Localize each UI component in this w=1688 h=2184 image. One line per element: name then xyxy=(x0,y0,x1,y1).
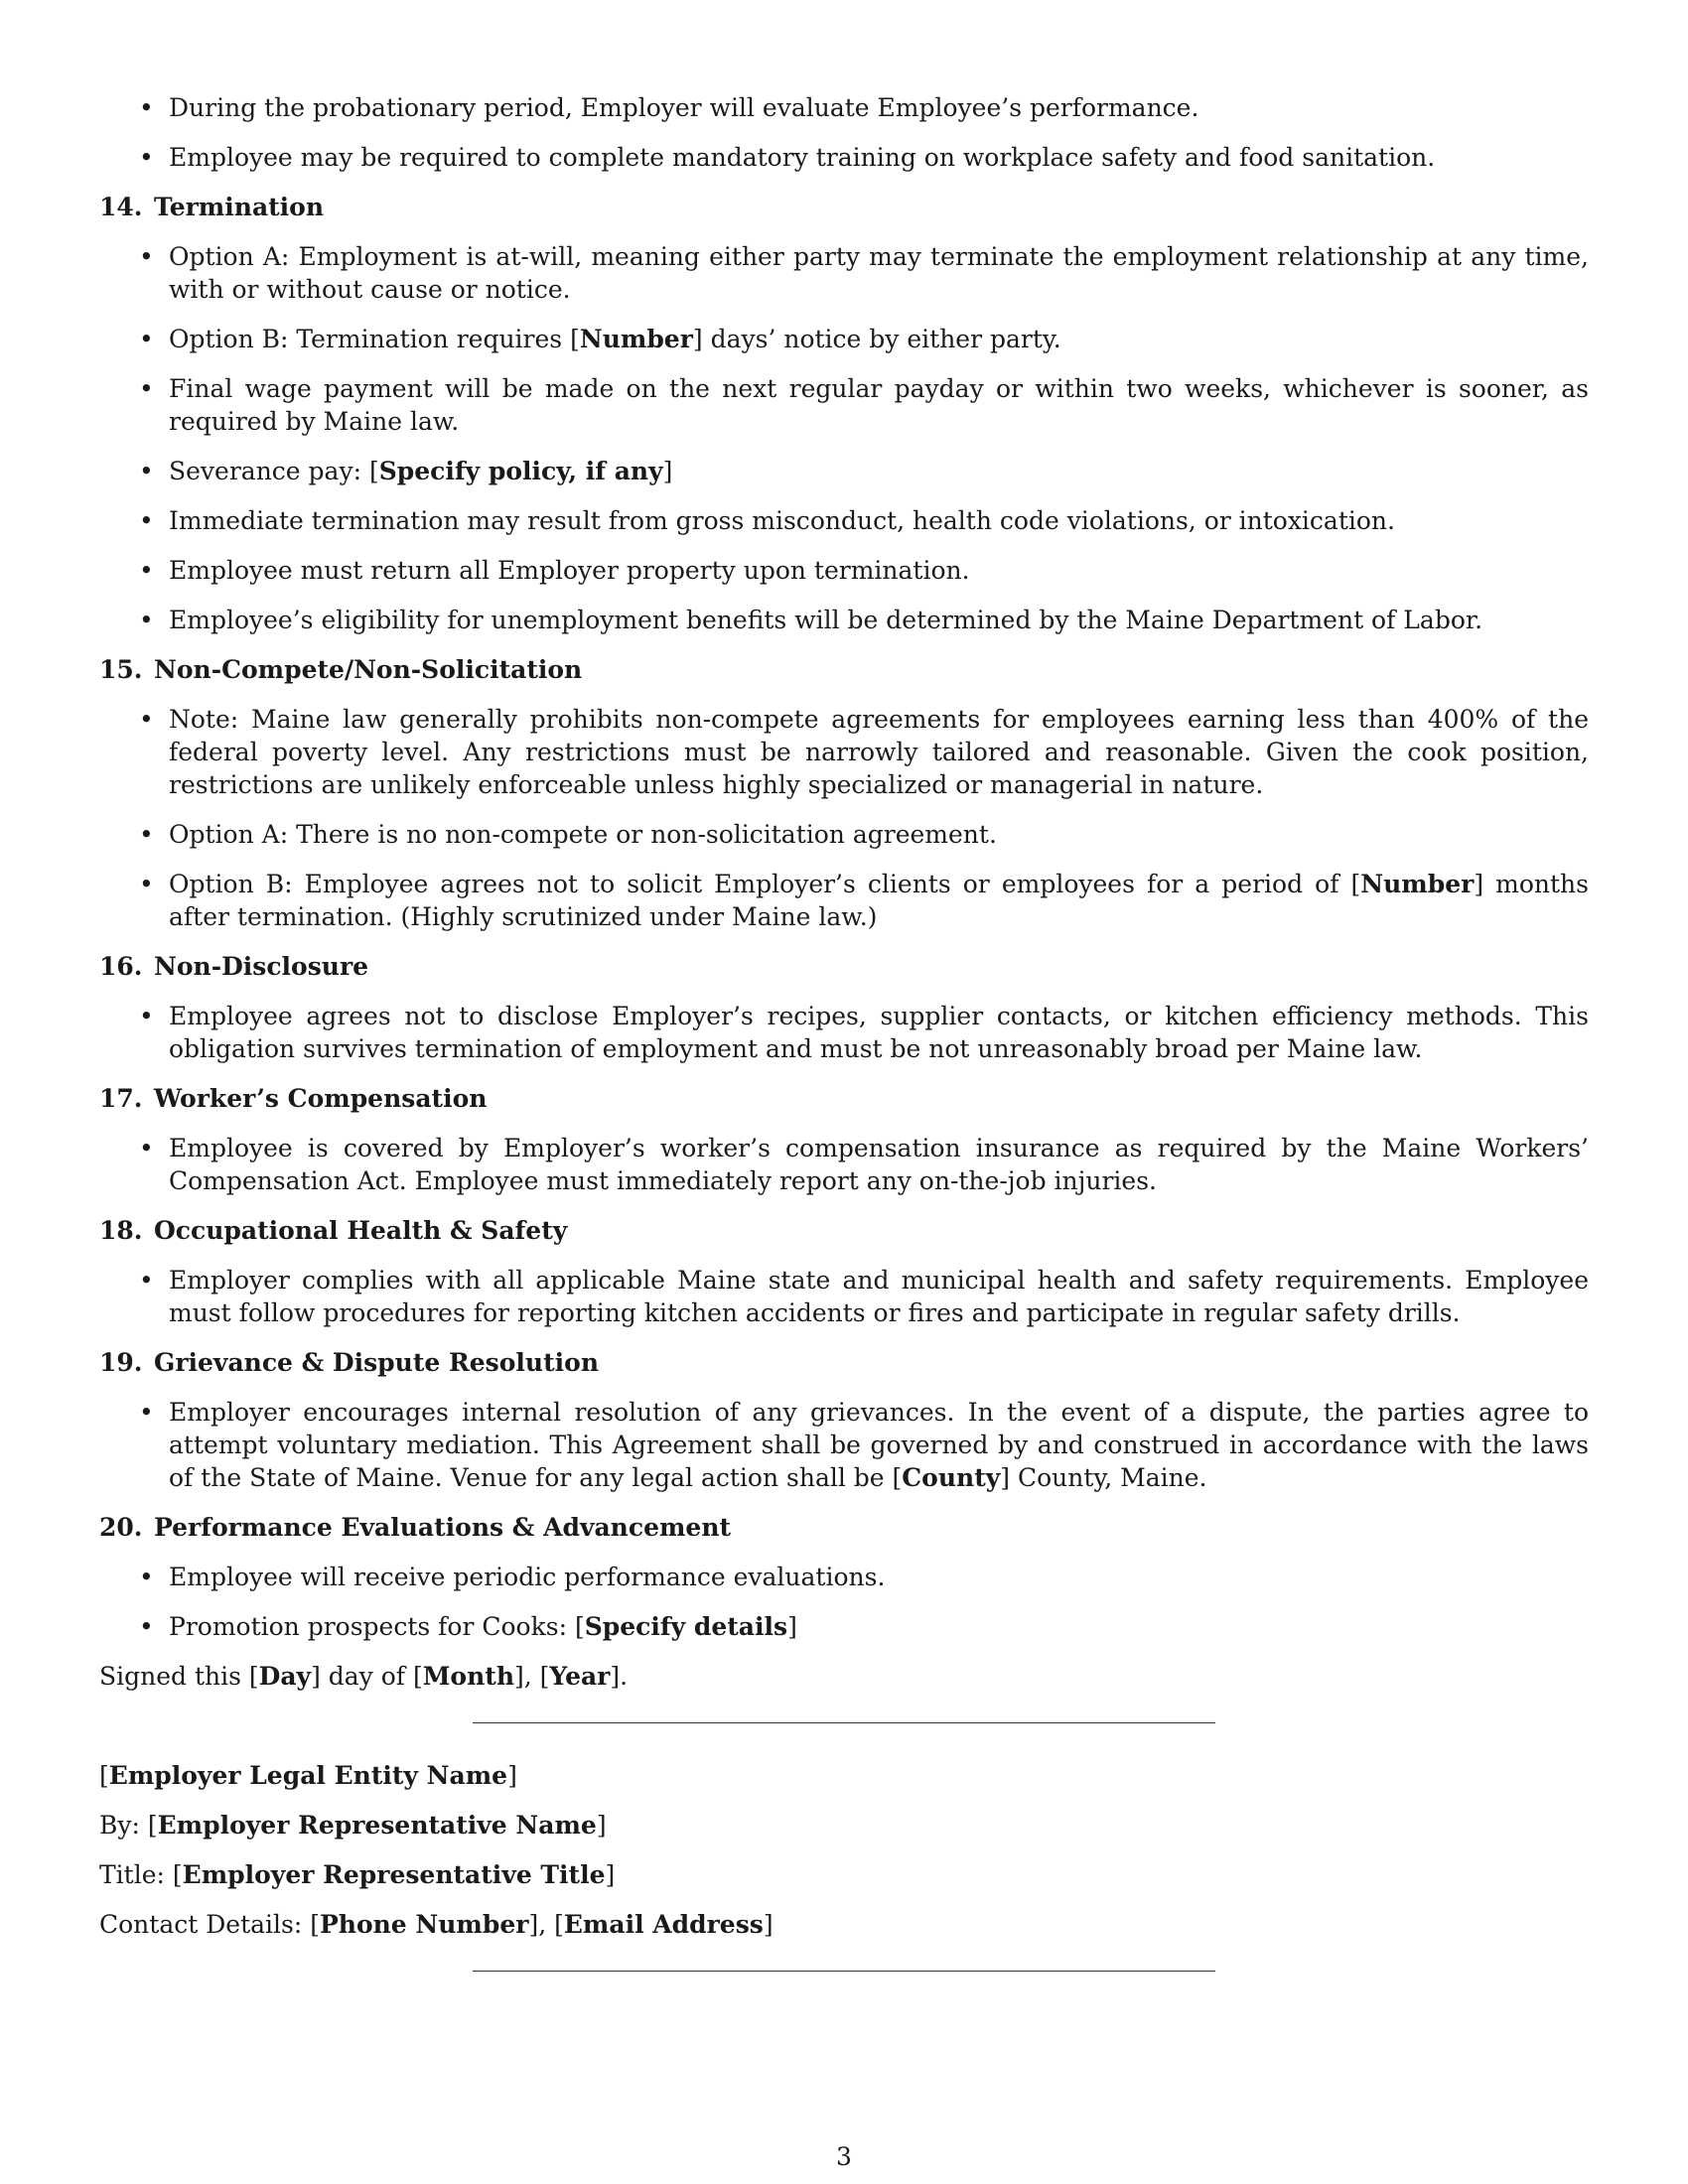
text-run: Promotion prospects for Cooks: [ xyxy=(169,1612,585,1641)
text-run: Option A: Employment is at-will, meaning either party may terminate the employment relationship at any time, with or without cause or notice. xyxy=(169,242,1589,304)
section-bullets xyxy=(99,703,1589,933)
list-item-text xyxy=(169,1266,1589,1327)
text-run: ] xyxy=(605,1860,616,1889)
section-title: Occupational Health & Safety xyxy=(154,1216,568,1245)
text-run: By: [ xyxy=(99,1811,158,1840)
list-item-text xyxy=(169,325,1061,353)
list-item xyxy=(99,1132,1589,1197)
section-number: 16. xyxy=(99,952,143,981)
section-bullets xyxy=(99,1396,1589,1494)
section-heading xyxy=(99,950,1589,983)
text-run: Final wage payment will be made on the next regular payday or within two weeks, whichever is sooner, as required by Maine law. xyxy=(169,374,1589,436)
text-run: Severance pay: [ xyxy=(169,457,379,485)
bullet-dot-icon: • xyxy=(139,820,154,849)
text-run: Employee must return all Employer property upon termination. xyxy=(169,556,970,585)
text-run: ] xyxy=(662,457,673,485)
list-item xyxy=(99,604,1589,636)
text-run: Option A: There is no non-compete or non-solicitation agreement. xyxy=(169,820,997,849)
bullet-dot-icon: • xyxy=(139,374,154,403)
text-run: ]. xyxy=(610,1662,629,1691)
employer-signature-block xyxy=(99,1759,1589,1941)
employer-line xyxy=(99,1908,1589,1941)
section-heading xyxy=(99,1346,1589,1379)
bullet-dot-icon: • xyxy=(139,870,154,898)
list-item-text xyxy=(169,1002,1589,1063)
signature-line-bottom xyxy=(473,1971,1215,1972)
text-run: Employer encourages internal resolution of any grievances. In the event of a dispute, the parties agree to attempt voluntary mediation. This Agreement shall be governed by and construed in accordance with the laws of the State of Maine. Venue for any legal action shall be [ xyxy=(169,1398,1589,1492)
list-item-text xyxy=(169,457,672,485)
list-item xyxy=(99,868,1589,933)
list-item xyxy=(99,1000,1589,1065)
list-item-text xyxy=(169,1612,797,1641)
placeholder-field: Number xyxy=(1360,870,1475,898)
section-number: 14. xyxy=(99,193,143,221)
bullet-dot-icon: • xyxy=(139,1563,154,1591)
intro-bullet-2 xyxy=(99,141,1589,174)
section-title: Performance Evaluations & Advancement xyxy=(154,1513,732,1542)
text-run: [ xyxy=(99,1761,109,1790)
list-item-text xyxy=(169,870,1589,931)
list-item xyxy=(99,240,1589,306)
placeholder-field: Day xyxy=(258,1662,312,1691)
bullet-dot-icon: • xyxy=(139,1134,154,1162)
list-item-text xyxy=(169,374,1589,436)
placeholder-field: County xyxy=(902,1463,1001,1492)
text-run: ] xyxy=(787,1612,797,1641)
placeholder-field: Phone Number xyxy=(319,1910,529,1939)
list-item xyxy=(99,504,1589,537)
section-number: 20. xyxy=(99,1513,143,1542)
list-item-text xyxy=(169,606,1482,634)
bullet-dot-icon: • xyxy=(139,1002,154,1030)
text-run: Employee is covered by Employer’s worker’s compensation insurance as required by the Maine Workers’ Compensation Act. Employee must immediately report any on-the-job injuries. xyxy=(169,1134,1589,1195)
placeholder-field: Month xyxy=(422,1662,514,1691)
text-run: ] County, Maine. xyxy=(1000,1463,1207,1492)
section-heading xyxy=(99,1214,1589,1247)
bullet-dot-icon: • xyxy=(139,325,154,353)
list-item-text xyxy=(169,1134,1589,1195)
bullet-dot-icon: • xyxy=(139,556,154,585)
bullet-dot-icon: • xyxy=(139,93,154,122)
list-item xyxy=(99,1396,1589,1494)
text-run: ] days’ notice by either party. xyxy=(692,325,1061,353)
text-run: [ xyxy=(570,325,580,353)
section-number: 15. xyxy=(99,655,143,684)
list-item-text xyxy=(169,506,1395,535)
text-run: ] xyxy=(763,1910,774,1939)
bullet-dot-icon: • xyxy=(139,143,154,172)
section-title: Grievance & Dispute Resolution xyxy=(154,1348,599,1377)
list-item xyxy=(99,554,1589,587)
section-title: Non-Disclosure xyxy=(154,952,369,981)
intro-bullet-1 xyxy=(99,91,1589,124)
section-bullets xyxy=(99,1561,1589,1643)
list-item xyxy=(99,455,1589,487)
placeholder-field: Specify details xyxy=(584,1612,788,1641)
list-item-text xyxy=(169,1563,885,1591)
bullet-dot-icon: • xyxy=(139,506,154,535)
intro-bullet-text: During the probationary period, Employer will evaluate Employee’s performance. xyxy=(169,93,1199,122)
signature-line-top xyxy=(473,1722,1215,1723)
section-title: Termination xyxy=(154,193,325,221)
text-run: ] xyxy=(596,1811,607,1840)
list-item xyxy=(99,1561,1589,1593)
text-run: ] xyxy=(507,1761,517,1790)
section-bullets xyxy=(99,1000,1589,1065)
placeholder-field: Email Address xyxy=(563,1910,764,1939)
text-run: Employer complies with all applicable Maine state and municipal health and safety requirements. Employee must follow procedures for reporting kitchen accidents or fires and participate in regular safety drills. xyxy=(169,1266,1589,1327)
list-item xyxy=(99,1610,1589,1643)
intro-bullets xyxy=(99,91,1589,174)
placeholder-field: Employer Legal Entity Name xyxy=(108,1761,508,1790)
placeholder-field: Number xyxy=(579,325,693,353)
intro-bullet-text: Employee may be required to complete mandatory training on workplace safety and food sanitation. xyxy=(169,143,1436,172)
bullet-dot-icon: • xyxy=(139,457,154,485)
text-run: ] day of [ xyxy=(311,1662,423,1691)
employer-line xyxy=(99,1809,1589,1842)
bullet-dot-icon: • xyxy=(139,606,154,634)
list-item-text xyxy=(169,1398,1589,1492)
signed-date-line xyxy=(99,1660,1589,1693)
section-bullets xyxy=(99,1264,1589,1329)
list-item xyxy=(99,818,1589,851)
text-run: Option B: Termination requires xyxy=(169,325,571,353)
bullet-dot-icon: • xyxy=(139,705,154,734)
list-item-text xyxy=(169,556,970,585)
bullet-dot-icon: • xyxy=(139,1612,154,1641)
section-bullets xyxy=(99,1132,1589,1197)
text-run: Option B: Employee agrees not to solicit Employer’s clients or employees for a period of [ xyxy=(169,870,1361,898)
placeholder-field: Specify policy, if any xyxy=(378,457,663,485)
sections-container xyxy=(99,191,1589,1643)
placeholder-field: Year xyxy=(549,1662,611,1691)
text-run: Contact Details: [ xyxy=(99,1910,320,1939)
section-heading xyxy=(99,1511,1589,1544)
section-number: 19. xyxy=(99,1348,143,1377)
list-item xyxy=(99,703,1589,801)
employer-line xyxy=(99,1759,1589,1792)
list-item-text xyxy=(169,242,1589,304)
section-heading xyxy=(99,1082,1589,1115)
placeholder-field: Employer Representative Title xyxy=(182,1860,606,1889)
text-run: Employee’s eligibility for unemployment benefits will be determined by the Maine Department of Labor. xyxy=(169,606,1483,634)
text-run: ], [ xyxy=(528,1910,564,1939)
list-item-text xyxy=(169,820,997,849)
text-run: Employee agrees not to disclose Employer’s recipes, supplier contacts, or kitchen efficiency methods. This obligation survives termination of employment and must be not unreasonably broad per Maine law. xyxy=(169,1002,1589,1063)
section-heading xyxy=(99,653,1589,686)
list-item-text xyxy=(169,705,1589,799)
document-page xyxy=(99,91,1589,2007)
list-item xyxy=(99,323,1589,355)
section-heading xyxy=(99,191,1589,223)
text-run: Signed this [ xyxy=(99,1662,259,1691)
list-item xyxy=(99,372,1589,438)
section-title: Non-Compete/Non-Solicitation xyxy=(154,655,583,684)
bullet-dot-icon: • xyxy=(139,242,154,271)
employer-line xyxy=(99,1858,1589,1891)
bullet-dot-icon: • xyxy=(139,1398,154,1427)
text-run: Note: Maine law generally prohibits non-compete agreements for employees earning less than 400% of the federal poverty level. Any restrictions must be narrowly tailored and reasonable. Given the cook position, restrictions are unlikely enforceable unless highly specialized or managerial in nature. xyxy=(169,705,1589,799)
section-bullets xyxy=(99,240,1589,636)
section-number: 17. xyxy=(99,1084,143,1113)
text-run: Title: [ xyxy=(99,1860,183,1889)
list-item xyxy=(99,1264,1589,1329)
text-run: Employee will receive periodic performance evaluations. xyxy=(169,1563,886,1591)
section-number: 18. xyxy=(99,1216,143,1245)
placeholder-field: Employer Representative Name xyxy=(157,1811,597,1840)
section-title: Worker’s Compensation xyxy=(154,1084,488,1113)
text-run: ], [ xyxy=(514,1662,550,1691)
page-number: 3 xyxy=(836,2142,852,2171)
bullet-dot-icon: • xyxy=(139,1266,154,1295)
text-run: ] months after termination. (Highly scrutinized under Maine law.) xyxy=(169,870,1589,931)
text-run: Immediate termination may result from gross misconduct, health code violations, or intoxication. xyxy=(169,506,1395,535)
